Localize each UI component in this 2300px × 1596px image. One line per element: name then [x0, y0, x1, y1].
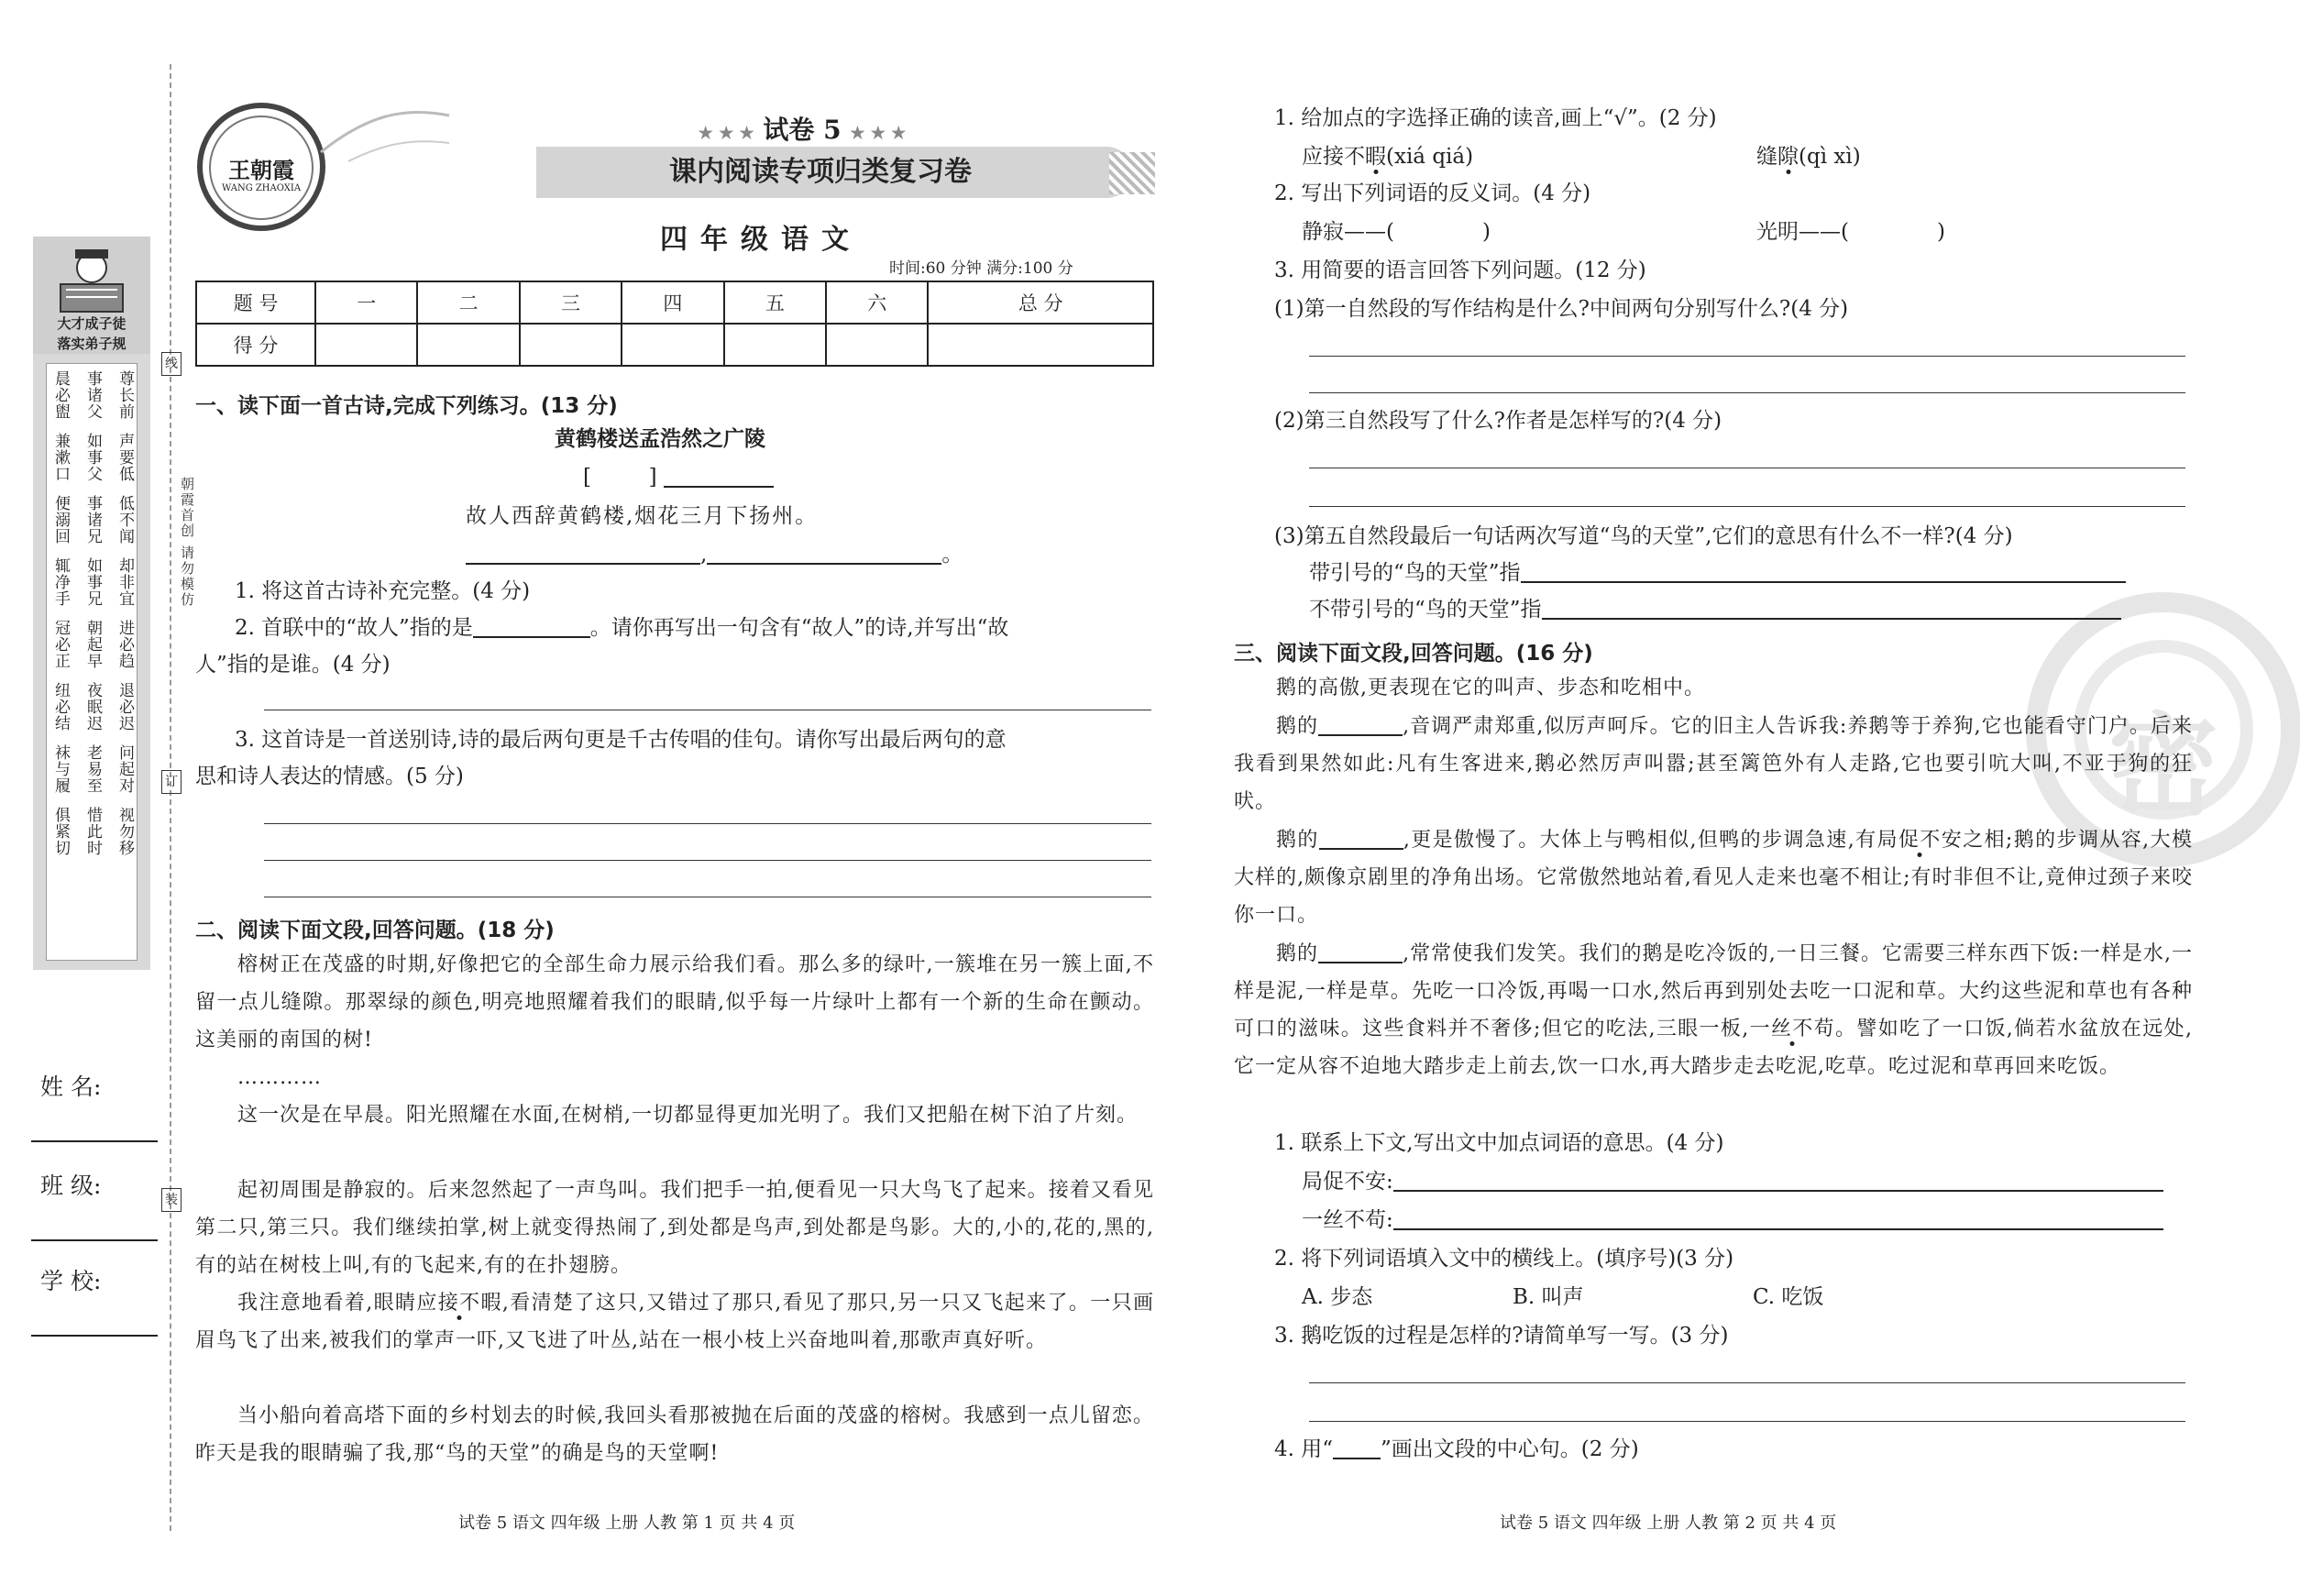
- motto-verse-group: [51, 370, 134, 420]
- s2-q3: 3. 用简要的语言回答下列问题。(12 分): [1274, 259, 1646, 282]
- motto-verse-group: [51, 682, 134, 732]
- motto-verse-group: [51, 807, 134, 856]
- motto-verse: 如事兄: [83, 557, 102, 607]
- s3-paragraph-2: 鹅的 ,音调严肃郑重,似厉声呵斥。它的旧主人告诉我:养鹅等于养狗,它也能看守门户。后来我看到果然如此:凡有生客进来,鹅必然厉声叫嚣;甚至篱笆外有人走路,它也要引吭大叫,不亚于狗的狂吠。: [1234, 715, 2193, 813]
- motto-verse: 声要低: [116, 433, 134, 482]
- s3-q1-b: 一丝不苟:: [1302, 1206, 2163, 1235]
- s3-q1: 1. 联系上下文,写出文中加点词语的意思。(4 分): [1274, 1131, 1724, 1155]
- brand-logo-name: 王朝霞: [228, 157, 294, 183]
- score-header-cell: 总 分: [928, 281, 1153, 324]
- binding-mark: 线: [161, 352, 182, 376]
- section-1-heading: 一、读下面一首古诗,完成下列练习。(13 分): [195, 394, 618, 418]
- motto-verse-group: [51, 620, 134, 669]
- s2-paragraph-1: 榕树正在茂盛的时期,好像把它的全部生命力展示给我们看。那么多的绿叶,一簇堆在另一簇上面,不留一点儿缝隙。那翠绿的颜色,明亮地照耀着我们的眼睛,似乎每一片绿叶上都有一个新的生命在颤动。这美丽的南国的树!: [195, 953, 1154, 1051]
- score-header-cell: 四: [622, 281, 723, 324]
- ribbon-icon: [312, 97, 458, 180]
- answer-blank[interactable]: [1393, 1190, 2163, 1192]
- answer-blank[interactable]: [1393, 1228, 2163, 1230]
- score-cell[interactable]: [826, 324, 928, 366]
- antonym-a: 静寂——( ): [1302, 220, 1491, 244]
- score-cell[interactable]: [622, 324, 723, 366]
- s3-q1-a: 局促不安:: [1302, 1168, 2163, 1196]
- score-cell[interactable]: [724, 324, 826, 366]
- motto-verses: [51, 370, 134, 869]
- motto-verse: 低不闻: [116, 495, 134, 545]
- s2-q3-1: (1)第一自然段的写作结构是什么?中间两句分别写什么?(4 分): [1274, 297, 1849, 321]
- s2-q3-3: (3)第五自然段最后一句话两次写道“鸟的天堂”,它们的意思有什么不一样?(4 分): [1274, 524, 2013, 548]
- page-footer-right: 试卷 5 语文 四年级 上册 人教 第 2 页 共 4 页: [1500, 1513, 1837, 1533]
- time-score-info: 时间:60 分钟 满分:100 分: [889, 259, 1073, 278]
- name-field[interactable]: [31, 1140, 158, 1142]
- motto-verse: 俱紧切: [51, 807, 70, 856]
- class-field[interactable]: [31, 1239, 158, 1241]
- motto-verse: 如事父: [83, 433, 102, 482]
- score-table: [195, 281, 1154, 367]
- motto-verse: 退必迟: [116, 682, 134, 732]
- banner-pattern: [1109, 152, 1155, 194]
- s2-q3-2: (2)第三自然段写了什么?作者是怎样写的?(4 分): [1274, 409, 1722, 433]
- poem-line-2: , 。: [466, 541, 963, 569]
- motto-verse: 袜与履: [51, 744, 70, 794]
- poem-title: 黄鹤楼送孟浩然之广陵: [555, 427, 765, 451]
- s1-question-2: 2. 首联中的“故人”指的是 。请你再写出一句含有“故人”的诗,并写出“故: [235, 616, 1009, 640]
- s3-q4: 4. 用“ ”画出文段的中心句。(2 分): [1274, 1437, 1639, 1461]
- s2-q1: 1. 给加点的字选择正确的读音,画上“√”。(2 分): [1274, 106, 1717, 130]
- brand-logo-sub: WANG ZHAOXIA: [221, 183, 302, 193]
- motto-verse-group: [51, 433, 134, 482]
- motto-verse: 兼漱口: [51, 433, 70, 482]
- score-header-cell: 六: [826, 281, 928, 324]
- answer-blank[interactable]: [1542, 618, 2121, 620]
- score-header-cell: 题 号: [196, 281, 315, 324]
- motto-verse: 惜此时: [83, 807, 102, 856]
- motto-verse: 朝起早: [83, 620, 102, 669]
- motto-verse: 却非宜: [116, 557, 134, 607]
- answer-blank[interactable]: [1319, 848, 1403, 850]
- motto-verse-group: [51, 495, 134, 545]
- dotted-word: 局促不安: [1876, 829, 1964, 852]
- score-header-cell: 五: [724, 281, 826, 324]
- poem-blank[interactable]: [466, 563, 700, 565]
- answer-line[interactable]: [264, 823, 1151, 824]
- motto-caption: 大才成子徒 落实弟子规: [57, 315, 127, 352]
- s3-q2-option: A. 步态: [1302, 1285, 1373, 1309]
- s2-paragraph-5: 当小船向着高塔下面的乡村划去的时候,我回头看那被抛在后面的茂盛的榕树。我感到一点儿留恋。昨天是我的眼睛骗了我,那“鸟的天堂”的确是鸟的天堂啊!: [195, 1404, 1154, 1465]
- grade-subject: 四年级语文: [660, 224, 862, 256]
- s3-q2-option: C. 吃饭: [1753, 1285, 1824, 1309]
- s3-q3: 3. 鹅吃饭的过程是怎样的?请简单写一写。(3 分): [1274, 1324, 1729, 1348]
- motto-verse: 晨必盥: [51, 370, 70, 420]
- answer-line[interactable]: [1309, 506, 2185, 507]
- dotted-word: 一丝不苟: [1749, 1018, 1835, 1040]
- poem-line-1: 故人西辞黄鹤楼,烟花三月下扬州。: [466, 504, 819, 528]
- answer-line[interactable]: [1309, 392, 2185, 393]
- motto-verse-group: [51, 557, 134, 607]
- answer-line[interactable]: [1309, 356, 2185, 357]
- s2-paragraph-4: 我注意地看着,眼睛应接不暇,看清楚了这只,又错过了那只,看见了那只,另一只又飞起来了。一只画眉鸟飞了出来,被我们的掌声一吓,又飞进了叶丛,站在一根小枝上兴奋地叫着,那歌声真好听。: [195, 1292, 1154, 1352]
- answer-line[interactable]: [264, 860, 1151, 861]
- poem-blank[interactable]: [707, 563, 941, 565]
- s1-question-3: 3. 这首诗是一首送别诗,诗的最后两句更是千古传唱的佳句。请你写出最后两句的意: [235, 728, 1007, 752]
- s1-question-3-cont: 思和诗人表达的情感。(5 分): [195, 765, 464, 788]
- s3-paragraph-3: 鹅的 ,更是傲慢了。大体上与鸭相似,但鸭的步调急速,有局促不安之相;鹅的步调从容,大模大样的,颇像京剧里的净角出场。它常傲然地站着,看见人走来也毫不相让;有时非但不让,竟伸过颈子来咬你一口。: [1234, 829, 2193, 927]
- poem-author: [ ]: [583, 464, 774, 492]
- motto-verse: 冠必正: [51, 620, 70, 669]
- motto-verse: 问起对: [116, 744, 134, 794]
- confidential-seal-glyph: 密: [2108, 701, 2218, 831]
- s3-paragraph-1: 鹅的高傲,更表现在它的叫声、步态和吃相中。: [1276, 677, 1705, 699]
- motto-verse: 纽必结: [51, 682, 70, 732]
- motto-verse: 辄净手: [51, 557, 70, 607]
- s2-q2: 2. 写出下列词语的反义词。(4 分): [1274, 182, 1591, 205]
- dotted-word: 应接不暇: [416, 1292, 502, 1315]
- score-header-cell: 二: [417, 281, 519, 324]
- s2-paragraph-2: 这一次是在早晨。阳光照耀在水面,在树梢,一切都显得更加光明了。我们又把船在树下泊了片刻。: [237, 1104, 1138, 1127]
- s1-question-2-cont: 人”指的是谁。(4 分): [195, 653, 391, 677]
- score-cell[interactable]: [928, 324, 1153, 366]
- s2-q3-3-b: 不带引号的“鸟的天堂”指: [1309, 596, 2121, 624]
- binding-note: 朝霞首创 请勿模仿: [179, 477, 195, 608]
- s2-paragraph-3: 起初周围是静寂的。后来忽然起了一声鸟叫。我们把手一拍,便看见一只大鸟飞了起来。接着又看见第二只,第三只。我们继续拍掌,树上就变得热闹了,到处都是鸟声,到处都是鸟影。大的,小的,花的,黑的,有的站在树枝上叫,有的飞起来,有的在扑翅膀。: [195, 1179, 1154, 1277]
- score-cell[interactable]: [417, 324, 519, 366]
- motto-verse: 老易至: [83, 744, 102, 794]
- paper-number: ★ ★ ★ 试卷 5 ★ ★ ★: [698, 115, 907, 145]
- motto-verse: 夜眠迟: [83, 682, 102, 732]
- page-footer-left: 试卷 5 语文 四年级 上册 人教 第 1 页 共 4 页: [458, 1513, 796, 1533]
- name-label: 姓 名:: [40, 1073, 102, 1100]
- answer-line[interactable]: [1309, 1421, 2185, 1422]
- answer-blank[interactable]: [473, 636, 590, 638]
- motto-verse: 便溺回: [51, 495, 70, 545]
- motto-verse: 尊长前: [116, 370, 134, 420]
- s2-ellipsis: …………: [237, 1066, 322, 1089]
- score-cell[interactable]: [520, 324, 622, 366]
- s1-question-1: 1. 将这首古诗补充完整。(4 分): [235, 579, 531, 603]
- score-header-cell: 一: [315, 281, 417, 324]
- motto-verse: 事诸兄: [83, 495, 102, 545]
- s2-q3-3-a: 带引号的“鸟的天堂”指: [1309, 559, 2126, 588]
- antonym-b: 光明——( ): [1756, 220, 1945, 244]
- binding-mark: 装: [161, 1188, 182, 1212]
- class-label: 班 级:: [40, 1172, 102, 1199]
- school-field[interactable]: [31, 1335, 158, 1337]
- score-row-label: 得 分: [196, 324, 315, 366]
- motto-verse: 事诸父: [83, 370, 102, 420]
- poem-author-blank[interactable]: [664, 486, 774, 488]
- answer-blank[interactable]: [1318, 734, 1403, 736]
- section-2-heading: 二、阅读下面文段,回答问题。(18 分): [195, 919, 555, 942]
- s3-q2: 2. 将下列词语填入文中的横线上。(填序号)(3 分): [1274, 1247, 1734, 1271]
- page-title: 课内阅读专项归类复习卷: [669, 156, 972, 188]
- motto-verse: 进必趋: [116, 620, 134, 669]
- answer-blank[interactable]: [1318, 962, 1403, 963]
- motto-verse: 视勿移: [116, 807, 134, 856]
- pinyin-item-b: 缝隙(qì xì): [1756, 145, 1861, 169]
- section-3-heading: 三、阅读下面文段,回答问题。(16 分): [1234, 642, 1593, 666]
- motto-verse-group: [51, 744, 134, 794]
- s3-q2-option: B. 叫声: [1513, 1285, 1584, 1309]
- binding-mark: 订: [161, 770, 182, 794]
- school-label: 学 校:: [40, 1268, 102, 1294]
- score-header-cell: 三: [520, 281, 622, 324]
- pinyin-item-a: 应接不暇(xiá qiá): [1302, 145, 1474, 169]
- score-cell[interactable]: [315, 324, 417, 366]
- binding-dashed-line: [170, 64, 171, 1531]
- s3-paragraph-4: 鹅的 ,常常使我们发笑。我们的鹅是吃冷饭的,一日三餐。它需要三样东西下饭:一样是水,一样是泥,一样是草。先吃一口冷饭,再喝一口水,然后再到别处去吃一口泥和草。大约这些泥和草也有各种可口的滋味。这些食料并不奢侈;但它的吃法,三眼一板,一丝不苟。譬如吃了一口饭,倘若水盆放在远处,它一定从容不迫地大踏步走上前去,饮一口水,再大踏步走去吃泥,吃草。吃过泥和草再回来吃饭。: [1234, 942, 2193, 1078]
- answer-line[interactable]: [1309, 1382, 2185, 1383]
- answer-blank[interactable]: [1521, 581, 2126, 583]
